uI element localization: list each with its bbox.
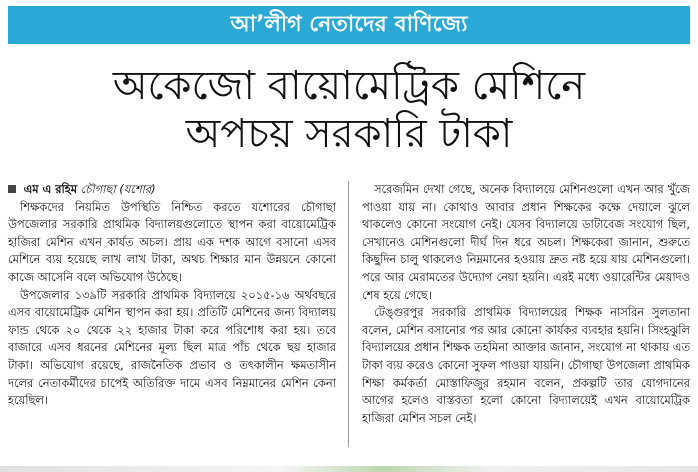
byline-place: চৌগাছা (যশোর) <box>80 182 156 196</box>
article-column-left <box>8 181 336 410</box>
paragraph: উপজেলার ১৩৯টি সরকারি প্রাথমিক বিদ্যালয়ে ২০১৫-১৬ অর্থবছরে এসব বায়োমেট্রিক মেশিন স্থাপন করা হয়। প্রতিটি মেশিনের জন্য বিদ্যালয় ফান্ড থেকে ২০ থেকে ২২ হাজার টাকা করে পরিশোধ করা হয়। তবে বাজারে এসব ধরনের মেশিনের মূল্য ছিল মাত্র পাঁচ থেকে ছয় হাজার টাকা। অভিযোগ রয়েছে, রাজনৈতিক প্রভাব ও তৎকালীন ক্ষমতাসীন দলের নেতাকর্মীদের চাপেই অতিরিক্ত দামে এসব নিম্নমানের মেশিন কেনা হয়েছিল। <box>8 287 336 408</box>
kicker-banner <box>8 6 690 44</box>
paragraph: শিক্ষকদের নিয়মিত উপস্থিতি নিশ্চিত করতে যশোরের চৌগাছা উপজেলার সরকারি প্রাথমিক বিদ্যালয়গুলোতে স্থাপন করা বায়োমেট্রিক হাজিরা মেশিন এখন কার্যত অচল। প্রায় এক দশক আগে বসানো এসব মেশিনে ব্যয় হয়েছে লাখ লাখ টাকা, অথচ শিক্ষার মান উন্নয়নে কোনো কাজে আসেনি বলে অভিযোগ উঠেছে। <box>8 199 336 284</box>
paragraph: সরেজমিন দেখা গেছে, অনেক বিদ্যালয়ে মেশিনগুলো এখন আর খুঁজে পাওয়া যায় না। কোথাও আবার প্রধান শিক্ষকের কক্ষে দেয়ালে ঝুলে থাকলেও কোনো সংযোগ নেই। যেসব বিদ্যালয়ে ডাটাবেজ সংযোগ ছিল, সেখানেও মেশিনগুলো দীর্ঘ দিন ধরে অচল। শিক্ষকেরা জানান, শুরুতে কিছুদিন চালু থাকলেও নিম্নমানের হওয়ায় দ্রুত নষ্ট হয়ে যায় মেশিনগুলো। পরে আর মেরামতের উদ্যোগ নেয়া হয়নি। এরই মধ্যে ওয়ারেন্টির মেয়াদও শেষ হয়ে গেছে। <box>362 182 690 302</box>
bullet-square-icon <box>8 185 16 193</box>
bottom-image-edge <box>0 466 698 472</box>
headline-line-2: অপচয় সরকারি টাকা <box>185 111 513 157</box>
article-body <box>8 181 690 472</box>
headline-line-1: অকেজো বায়োমেট্রিক মেশিনে <box>112 63 586 109</box>
article-column-right <box>362 181 690 427</box>
paragraph: টেঙ্গুরপুর সরকারি প্রাথমিক বিদ্যালয়ের শিক্ষক নাসরিন সুলতানা বলেন, মেশিন বসানোর পর আর কোনো কার্যকর ব্যবহার হয়নি। সিংহঝুলি বিদ্যালয়ের প্রধান শিক্ষক তহমিনা আক্তার জানান, সংযোগ না থাকায় এত টাকা ব্যয় করেও কোনো সুফল পাওয়া যায়নি। চৌগাছা উপজেলা প্রাথমিক শিক্ষা কর্মকর্তা মোস্তাফিজুর রহমান বলেন, প্রকল্পটি তার যোগদানের আগের হলেও বাস্তবতা হলো কোনো বিদ্যালয়েই এখন বায়োমেট্রিক হাজিরা মেশিন সচল নেই। <box>362 305 690 425</box>
kicker-text: আ’লীগ নেতাদের বাণিজ্যে <box>230 12 468 37</box>
headline <box>8 62 690 158</box>
byline <box>8 181 336 199</box>
column-divider <box>348 181 349 447</box>
byline-author: এম এ রহিম <box>23 182 78 196</box>
